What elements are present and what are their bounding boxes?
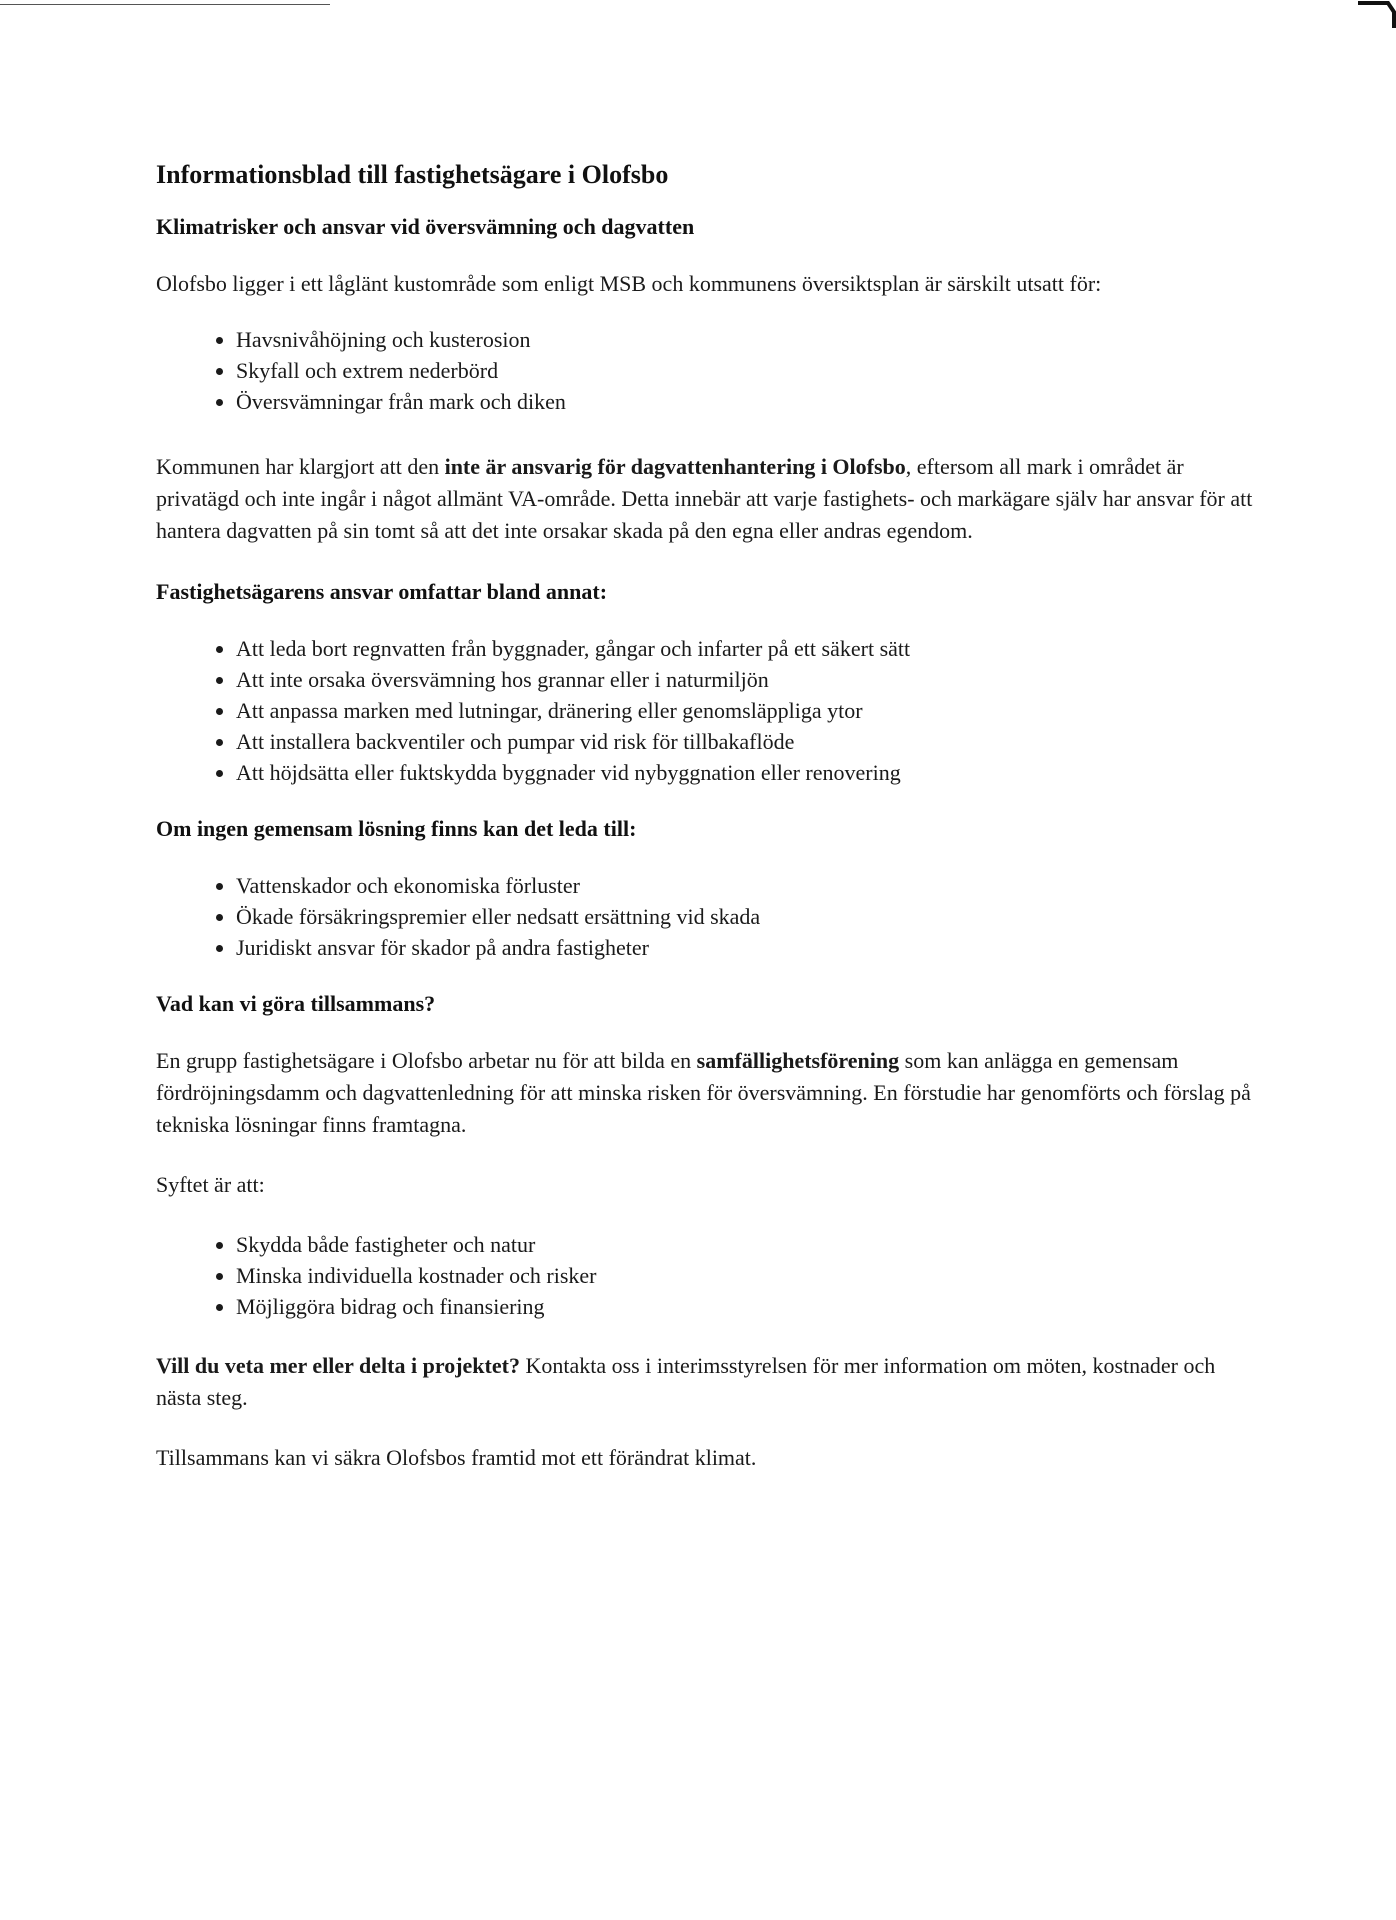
consequences-heading: Om ingen gemensam lösning finns kan det leda till: — [156, 816, 637, 841]
contact-question: Vill du veta mer eller delta i projektet? — [156, 1353, 520, 1378]
purpose-label: Syftet är att: — [156, 1172, 265, 1197]
together-paragraph — [156, 1045, 1256, 1141]
list-item: • Översvämningar från mark och diken — [236, 386, 1256, 417]
together-text-bold: samfällighetsförening — [696, 1048, 900, 1073]
contact-paragraph — [156, 1350, 1256, 1414]
list-item: • Havsnivåhöjning och kusterosion — [236, 324, 1256, 355]
list-item: • Juridiskt ansvar för skador på andra fastigheter — [236, 932, 1256, 963]
scan-corner-mark — [1354, 0, 1396, 30]
scan-edge-line — [0, 4, 330, 5]
responsibility-text-start: Kommunen har klargjort att den — [156, 454, 445, 479]
intro-paragraph: Olofsbo ligger i ett låglänt kustområde som enligt MSB och kommunens översiktsplan är särskilt utsatt för: — [156, 271, 1102, 296]
list-item: • Minska individuella kostnader och risker — [236, 1260, 1256, 1291]
responsibility-paragraph — [156, 451, 1256, 547]
contact-text: Kontakta oss i interimsstyrelsen för mer information om möten, kostnader och nästa steg. — [156, 1353, 1216, 1410]
consequences-list — [156, 870, 1256, 963]
list-item: • Att inte orsaka översvämning hos grannar eller i naturmiljön — [236, 664, 1256, 695]
risk-list — [156, 324, 1256, 417]
list-item: • Vattenskador och ekonomiska förluster — [236, 870, 1256, 901]
responsibility-text-bold: inte är ansvarig för dagvattenhantering i Olofsbo — [444, 454, 906, 479]
list-item: • Ökade försäkringspremier eller nedsatt ersättning vid skada — [236, 901, 1256, 932]
list-item: • Möjliggöra bidrag och finansiering — [236, 1291, 1256, 1322]
closing-paragraph: Tillsammans kan vi säkra Olofsbos framtid mot ett förändrat klimat. — [156, 1445, 757, 1470]
together-text-start: En grupp fastighetsägare i Olofsbo arbetar nu för att bilda en — [156, 1048, 697, 1073]
list-item: • Att leda bort regnvatten från byggnader, gångar och infarter på ett säkert sätt — [236, 633, 1256, 664]
owner-duties-list — [156, 633, 1256, 788]
list-item: • Skydda både fastigheter och natur — [236, 1229, 1256, 1260]
together-heading: Vad kan vi göra tillsammans? — [156, 991, 436, 1016]
document-page — [156, 160, 1256, 1498]
document-title: Informationsblad till fastighetsägare i Olofsbo — [156, 160, 669, 189]
owner-duties-heading: Fastighetsägarens ansvar omfattar bland annat: — [156, 579, 608, 604]
list-item: • Att anpassa marken med lutningar, dränering eller genomsläppliga ytor — [236, 695, 1256, 726]
together-text-end: som kan anlägga en gemensam fördröjningsdamm och dagvattenledning för att minska risken för översvämning. En förstudie har genomförts och förslag på tekniska lösningar finns framtagna. — [156, 1048, 1251, 1137]
responsibility-text-end: , eftersom all mark i området är privatägd och inte ingår i något allmänt VA-område. Detta innebär att varje fastighets- och markägare själv har ansvar för att hantera dagvatten på sin tomt så att det inte orsakar skada på den egna eller andras egendom. — [156, 454, 1253, 543]
list-item: • Att höjdsätta eller fuktskydda byggnader vid nybyggnation eller renovering — [236, 757, 1256, 788]
document-subtitle: Klimatrisker och ansvar vid översvämning och dagvatten — [156, 214, 695, 239]
list-item: • Att installera backventiler och pumpar vid risk för tillbakaflöde — [236, 726, 1256, 757]
purpose-list — [156, 1229, 1256, 1322]
list-item: • Skyfall och extrem nederbörd — [236, 355, 1256, 386]
